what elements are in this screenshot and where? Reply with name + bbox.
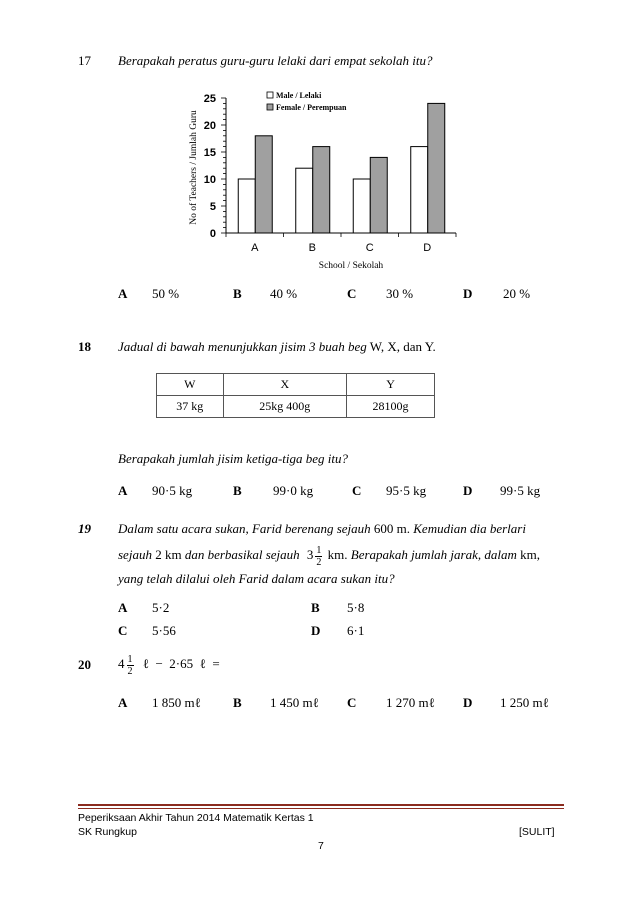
q20-mixed-number-whole: 4 [118,656,125,671]
q20-option-a-letter: A [118,695,128,710]
q18-option-a-letter: A [118,483,128,498]
q20-option-a-value[interactable]: 1 850 mℓ [152,695,201,710]
q19-option-a-letter: A [118,600,128,615]
male-bar-c [353,179,370,233]
q19-line1-a: Dalam satu acara sukan, Farid berenang sejauh [118,521,371,536]
q17-option-a-value[interactable]: 50 % [152,286,180,301]
q19-line2-c: dan berbasikal sejauh [184,547,300,562]
q18-option-c-value[interactable]: 95·5 kg [386,483,427,498]
y-tick-label: 10 [203,174,216,186]
q18-option-b-letter: B [233,483,242,498]
question-18-prefix: Jadual di bawah menunjukkan jisim 3 buah beg [118,339,367,354]
table-cell-w: 37 kg [157,396,224,418]
y-tick-label: 15 [203,147,216,159]
x-tick-label: C [365,242,374,254]
q20-option-c-letter: C [347,695,357,710]
female-bar-c [370,157,387,233]
q17-option-c-value[interactable]: 30 % [386,286,414,301]
question-17-number: 17 [78,53,91,68]
q20-option-b-value[interactable]: 1 450 mℓ [270,695,319,710]
table-header-y: Y [347,374,435,396]
footer-school-name: SK Rungkup [78,826,137,838]
q20-fraction-denominator: 2 [127,665,133,677]
bag-mass-table [156,373,435,418]
q20-expression-rest: ℓ − 2·65 ℓ = [142,656,220,671]
male-bar-b [296,168,313,233]
q18-option-a-value[interactable]: 90·5 kg [152,483,193,498]
table-header-x: X [223,374,347,396]
q19-option-d-letter: D [311,623,321,638]
q19-line2-b: 2 km [155,547,182,562]
q19-option-b-value[interactable]: 5·8 [347,600,365,615]
q19-line1-b: 600 m. [373,521,411,536]
question-20-number: 20 [78,657,91,672]
question-19-line-3: yang telah dilalui oleh Farid dalam acara sukan itu? [118,571,395,586]
table-cell-x: 25kg 400g [223,396,347,418]
q17-option-b-value[interactable]: 40 % [270,286,298,301]
q20-fraction-numerator: 1 [127,653,133,665]
footer-confidential-tag: [SULIT] [519,826,555,838]
x-tick-label: A [251,242,259,254]
q19-fraction-numerator: 1 [316,544,322,556]
legend-swatch [267,104,273,110]
table-row [157,396,435,418]
question-19-number: 19 [78,521,91,536]
female-bar-a [255,136,272,233]
legend-label: Male / Lelaki [276,91,322,100]
male-bar-d [411,147,428,233]
q20-option-d-value[interactable]: 1 250 mℓ [500,695,549,710]
q20-option-d-letter: D [463,695,473,710]
y-tick-label: 5 [209,201,216,213]
q20-option-c-value[interactable]: 1 270 mℓ [386,695,435,710]
q20-option-b-letter: B [233,695,242,710]
question-18-text [118,339,436,355]
legend-label: Female / Perempuan [276,103,347,112]
q19-option-c-value[interactable]: 5·56 [152,623,176,638]
q17-option-a-letter: A [118,286,128,301]
q19-line2-a: sejauh [118,547,152,562]
q19-line2-f: km, [520,547,540,562]
q18-option-d-letter: D [463,483,473,498]
question-18-suffix: W, X, dan Y. [366,339,436,354]
q19-option-a-value[interactable]: 5·2 [152,600,170,615]
question-19-line-2 [118,540,540,570]
q19-option-b-letter: B [311,600,320,615]
female-bar-b [313,147,330,233]
y-tick-label: 25 [203,93,216,105]
q19-line2-d: km. [327,547,348,562]
teachers-bar-chart [170,86,470,276]
footer-divider [78,804,564,806]
table-header-w: W [157,374,224,396]
question-18-text-2: Berapakah jumlah jisim ketiga-tiga beg itu? [118,451,348,466]
y-axis-label: No of Teachers / Jumlah Guru [189,110,199,225]
female-bar-d [428,103,445,233]
q19-fraction-denominator: 2 [316,556,322,568]
q19-fraction [315,545,322,568]
table-header-row [157,374,435,396]
x-axis-label: School / Sekolah [318,261,384,271]
y-tick-label: 0 [209,228,216,240]
table-cell-y: 28100g [347,396,435,418]
q19-line1-c: Kemudian dia berlari [413,521,526,536]
q17-option-c-letter: C [347,286,357,301]
x-tick-label: D [423,242,432,254]
question-17-text: Berapakah peratus guru-guru lelaki dari empat sekolah itu? [118,53,433,68]
q17-option-d-value[interactable]: 20 % [503,286,531,301]
q18-option-b-value[interactable]: 99·0 kg [273,483,314,498]
y-tick-label: 20 [203,120,216,132]
page-number: 7 [318,840,324,852]
legend-swatch [267,92,273,98]
question-19-line-1 [118,521,526,537]
footer-exam-title: Peperiksaan Akhir Tahun 2014 Matematik Kertas 1 [78,812,314,824]
x-tick-label: B [308,242,316,254]
q19-mixed-number-whole: 3 [306,547,314,562]
q17-option-b-letter: B [233,286,242,301]
q17-option-d-letter: D [463,286,473,301]
question-18-number: 18 [78,339,91,354]
question-20-expression [118,648,220,680]
q19-option-c-letter: C [118,623,128,638]
q18-option-c-letter: C [352,483,362,498]
q19-line2-e: Berapakah jumlah jarak, dalam [350,547,517,562]
q20-fraction [127,654,134,677]
q18-option-d-value[interactable]: 99·5 kg [500,483,541,498]
q19-option-d-value[interactable]: 6·1 [347,623,365,638]
male-bar-a [238,179,255,233]
footer-divider-thin [78,808,564,809]
